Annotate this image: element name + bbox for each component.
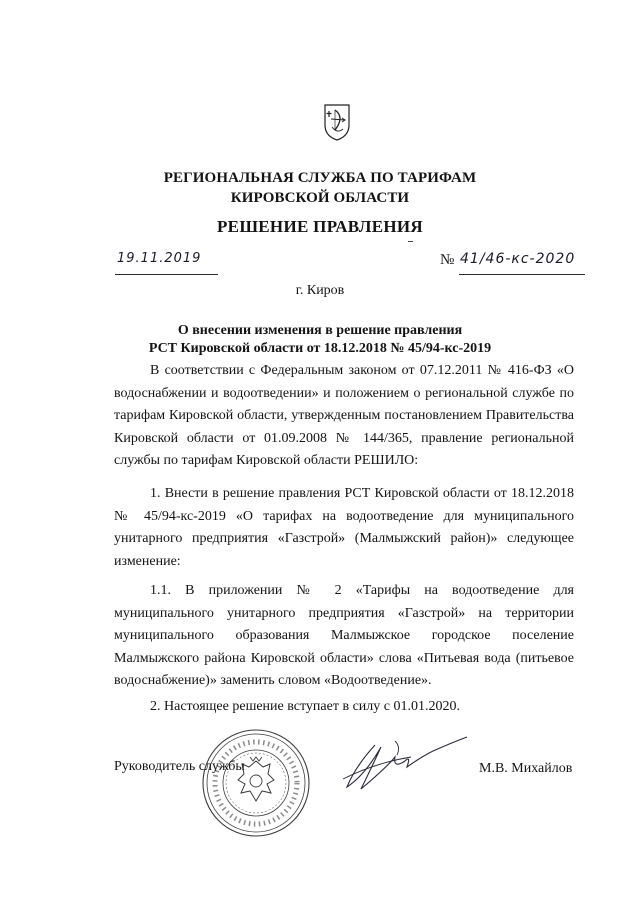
signatory-name: М.В. Михайлов <box>479 761 573 776</box>
organization-name <box>0 168 640 208</box>
kirov-region-coat-of-arms-icon <box>323 103 351 141</box>
intro-text: В соответствии с Федеральным законом от 07.12.2011 № 416-ФЗ «О водоснабжении и водоотведении» и положением о региональной службе по тарифам Кировской области, утвержденным постановлением Правительства Кировской области от 01.09.2008 № 144/365, правление региональной службы по тарифам Кировской области РЕШИЛО: <box>114 363 574 469</box>
organization-name-line-2: КИРОВСКОЙ ОБЛАСТИ <box>230 190 410 206</box>
signatory-title: Руководитель службы <box>114 759 245 774</box>
subject-line-2: РСТ Кировской области от 18.12.2018 № 45/94-кс-2019 <box>148 341 492 356</box>
intro-paragraph <box>114 360 574 473</box>
item-1-1-paragraph <box>114 580 574 693</box>
subject-line-1: О внесении изменения в решение правления <box>177 323 463 338</box>
city: г. Киров <box>295 283 345 298</box>
handwritten-signature-icon <box>335 727 470 797</box>
number-sign: № <box>440 252 455 268</box>
item-1-1-text: 1.1. В приложении № 2 «Тарифы на водоотведение для муниципального унитарного предприятия «Газстрой» на территории муниципального образования Малмыжское городское поселение Малмыжского района Кировской области» слова «Питьевая вода (питьевое водоснабжение)» заменить словом «Водоотведение». <box>114 583 574 689</box>
document-date: 19.11.2019 <box>117 251 202 266</box>
official-round-seal-icon <box>200 727 312 839</box>
document-type: РЕШЕНИЕ ПРАВЛЕНИЯ <box>217 217 423 236</box>
item-1-text: 1. Внести в решение правления РСТ Кировской области от 18.12.2018 № 45/94-кс-2019 «О тарифах на водоотведение для муниципального унитарного предприятия «Газстрой» (Малмыжский район)» следующее изменение: <box>114 486 574 569</box>
item-2-text: 2. Настоящее решение вступает в силу с 01.01.2020. <box>150 699 460 714</box>
document-number: 41/46-кс-2020 <box>460 251 576 267</box>
dash-mark <box>408 241 413 242</box>
document-subject <box>0 322 640 358</box>
organization-name-line-1: РЕГИОНАЛЬНАЯ СЛУЖБА ПО ТАРИФАМ <box>163 170 477 186</box>
item-2-paragraph <box>114 696 574 719</box>
item-1-paragraph <box>114 483 574 573</box>
